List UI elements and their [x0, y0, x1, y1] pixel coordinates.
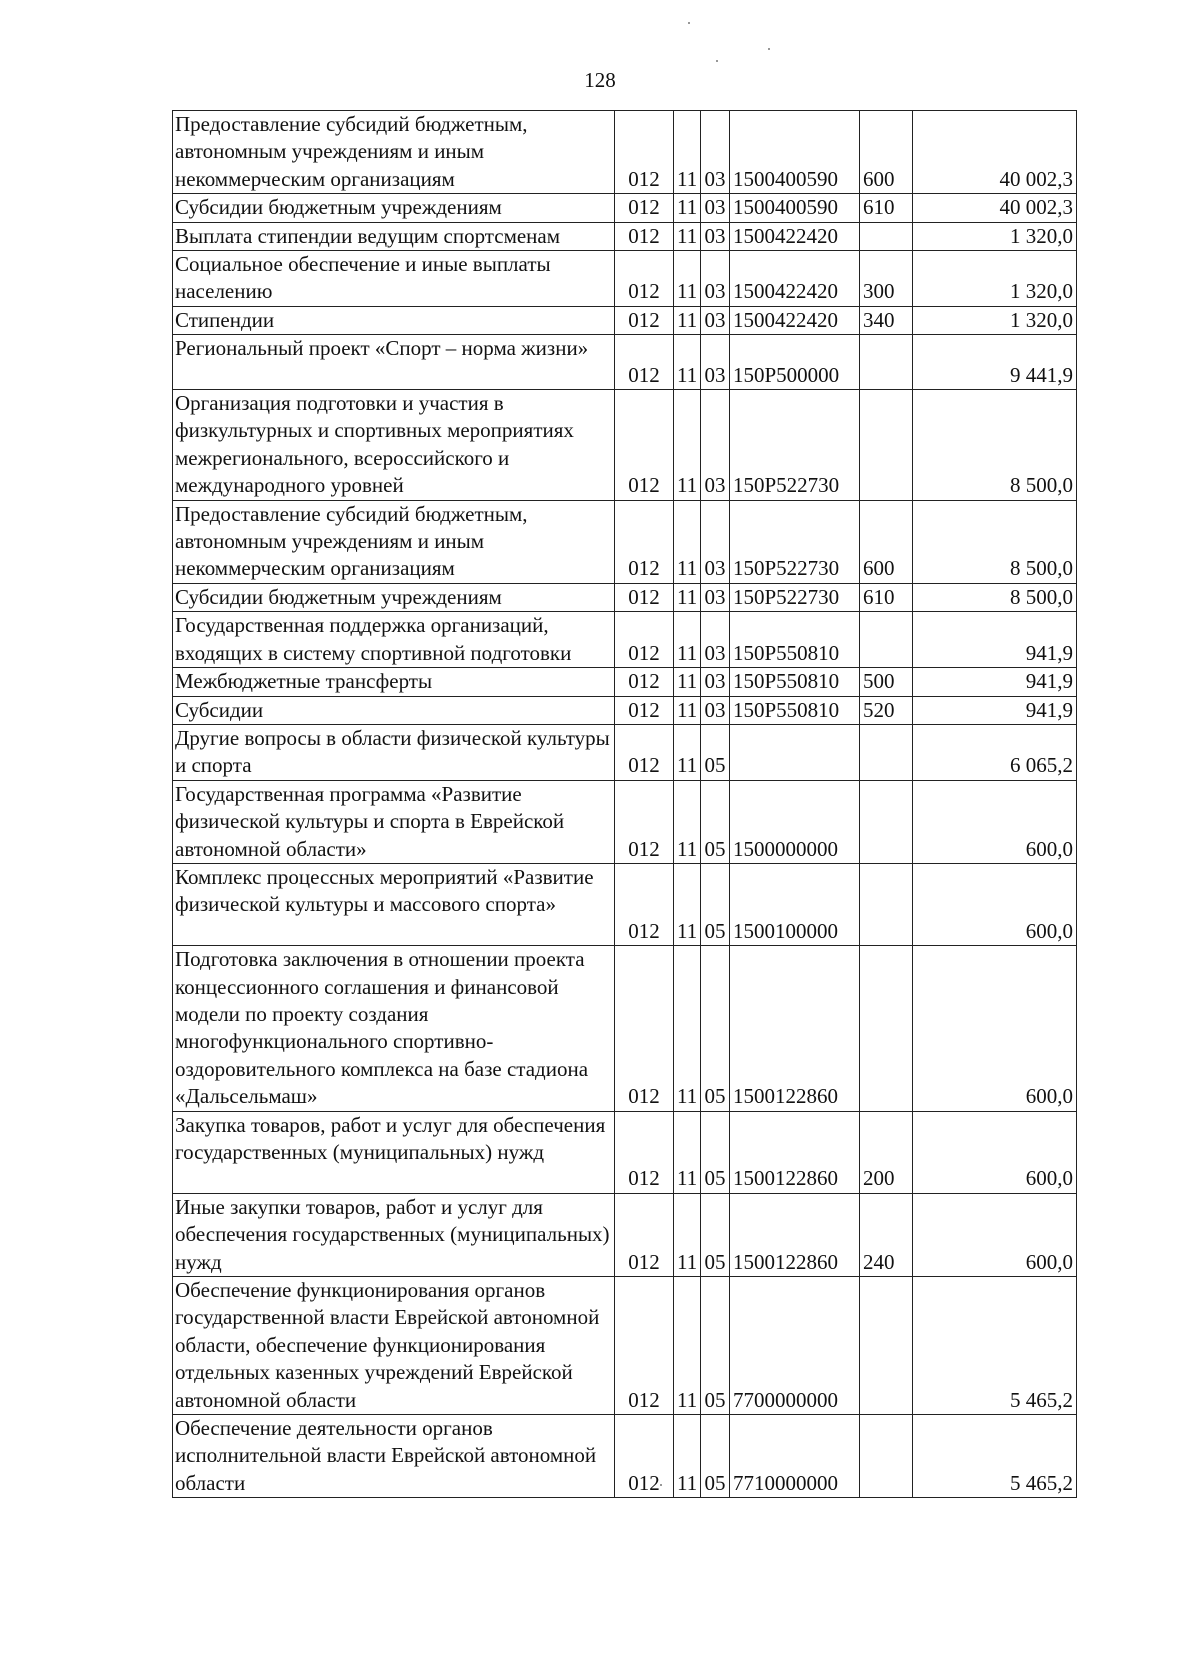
row-amount: 1 320,0 [913, 222, 1077, 250]
row-subsection-code: 05 [701, 1415, 730, 1498]
row-subsection-code: 03 [701, 390, 730, 501]
row-ved-code: 012 [615, 1193, 674, 1276]
row-section-code: 11 [674, 583, 701, 611]
scan-speck [688, 22, 690, 24]
row-section-code: 11 [674, 500, 701, 583]
row-ved-code: 012 [615, 335, 674, 390]
table-row [173, 583, 1077, 611]
row-name: Закупка товаров, работ и услуг для обеспечения государственных (муниципальных) нужд [173, 1111, 615, 1193]
row-target-article: 150P522730 [730, 583, 860, 611]
row-amount: 40 002,3 [913, 194, 1077, 222]
row-target-article: 1500122860 [730, 1111, 860, 1193]
row-section-code: 11 [674, 194, 701, 222]
table-row [173, 500, 1077, 583]
row-target-article: 150P522730 [730, 500, 860, 583]
table-row [173, 251, 1077, 307]
row-name: Обеспечение деятельности органов исполнительной власти Еврейской автономной области [173, 1415, 615, 1498]
row-subsection-code: 03 [701, 612, 730, 668]
table-row [173, 946, 1077, 1111]
table-row [173, 390, 1077, 501]
row-section-code: 11 [674, 222, 701, 250]
row-amount: 941,9 [913, 696, 1077, 724]
row-amount: 8 500,0 [913, 390, 1077, 501]
row-target-article: 1500422420 [730, 251, 860, 307]
row-section-code: 11 [674, 335, 701, 390]
row-section-code: 11 [674, 306, 701, 334]
row-name: Субсидии [173, 696, 615, 724]
row-subsection-code: 05 [701, 724, 730, 780]
row-name: Социальное обеспечение и иные выплаты населению [173, 251, 615, 307]
row-name: Региональный проект «Спорт – норма жизни» [173, 335, 615, 390]
row-amount: 600,0 [913, 863, 1077, 945]
row-name: Иные закупки товаров, работ и услуг для обеспечения государственных (муниципальных) нужд [173, 1193, 615, 1276]
row-target-article: 7710000000 [730, 1415, 860, 1498]
scan-speck [660, 1484, 662, 1486]
row-name: Другие вопросы в области физической культуры и спорта [173, 724, 615, 780]
row-section-code: 11 [674, 1111, 701, 1193]
row-amount: 941,9 [913, 612, 1077, 668]
row-subsection-code: 05 [701, 1276, 730, 1414]
row-expense-type: 300 [860, 251, 913, 307]
row-section-code: 11 [674, 251, 701, 307]
row-expense-type: 610 [860, 194, 913, 222]
row-ved-code: 012 [615, 612, 674, 668]
row-section-code: 11 [674, 111, 701, 194]
row-subsection-code: 03 [701, 111, 730, 194]
row-amount: 600,0 [913, 1193, 1077, 1276]
row-ved-code: 012 [615, 946, 674, 1111]
row-expense-type [860, 1415, 913, 1498]
row-subsection-code: 05 [701, 780, 730, 863]
row-name: Подготовка заключения в отношении проекта концессионного соглашения и финансовой модели по проекту создания многофункционального спортивно-оздоровительного комплекса на базе стадиона «Дальсельмаш» [173, 946, 615, 1111]
row-subsection-code: 03 [701, 194, 730, 222]
row-ved-code: 012 [615, 500, 674, 583]
row-expense-type [860, 863, 913, 945]
row-ved-code: 012 [615, 780, 674, 863]
row-expense-type: 600 [860, 111, 913, 194]
row-target-article [730, 724, 860, 780]
row-section-code: 11 [674, 724, 701, 780]
row-ved-code: 012 [615, 863, 674, 945]
row-subsection-code: 03 [701, 696, 730, 724]
row-target-article: 7700000000 [730, 1276, 860, 1414]
row-name: Комплекс процессных мероприятий «Развитие физической культуры и массового спорта» [173, 863, 615, 945]
row-expense-type [860, 724, 913, 780]
row-amount: 1 320,0 [913, 306, 1077, 334]
row-ved-code: 012 [615, 194, 674, 222]
scan-speck [716, 60, 718, 62]
row-subsection-code: 03 [701, 335, 730, 390]
row-target-article: 150P550810 [730, 668, 860, 696]
row-subsection-code: 05 [701, 1111, 730, 1193]
row-subsection-code: 03 [701, 500, 730, 583]
row-section-code: 11 [674, 1415, 701, 1498]
row-subsection-code: 05 [701, 1193, 730, 1276]
row-name: Организация подготовки и участия в физкультурных и спортивных мероприятиях межрегионального, всероссийского и международного уровней [173, 390, 615, 501]
row-amount: 8 500,0 [913, 583, 1077, 611]
row-name: Государственная программа «Развитие физической культуры и спорта в Еврейской автономной области» [173, 780, 615, 863]
row-target-article: 1500122860 [730, 1193, 860, 1276]
table-row [173, 194, 1077, 222]
table-row [173, 1415, 1077, 1498]
row-amount: 5 465,2 [913, 1276, 1077, 1414]
row-target-article: 1500422420 [730, 306, 860, 334]
row-amount: 600,0 [913, 780, 1077, 863]
row-expense-type: 340 [860, 306, 913, 334]
table-row [173, 222, 1077, 250]
row-subsection-code: 03 [701, 222, 730, 250]
row-name: Государственная поддержка организаций, входящих в систему спортивной подготовки [173, 612, 615, 668]
row-subsection-code: 05 [701, 946, 730, 1111]
row-target-article: 1500100000 [730, 863, 860, 945]
row-expense-type [860, 1276, 913, 1414]
row-ved-code: 012 [615, 111, 674, 194]
row-amount: 600,0 [913, 1111, 1077, 1193]
row-target-article: 150P550810 [730, 612, 860, 668]
row-expense-type [860, 612, 913, 668]
row-ved-code: 012 [615, 1415, 674, 1498]
row-expense-type [860, 390, 913, 501]
row-expense-type [860, 780, 913, 863]
row-expense-type: 600 [860, 500, 913, 583]
table-row [173, 111, 1077, 194]
budget-table-body [173, 111, 1077, 1498]
row-name: Предоставление субсидий бюджетным, автономным учреждениям и иным некоммерческим организациям [173, 111, 615, 194]
row-amount: 40 002,3 [913, 111, 1077, 194]
row-section-code: 11 [674, 1193, 701, 1276]
budget-table [172, 110, 1077, 1498]
table-row [173, 612, 1077, 668]
row-target-article: 1500122860 [730, 946, 860, 1111]
row-subsection-code: 03 [701, 583, 730, 611]
row-ved-code: 012 [615, 668, 674, 696]
row-subsection-code: 03 [701, 306, 730, 334]
row-ved-code: 012 [615, 306, 674, 334]
table-row [173, 724, 1077, 780]
row-target-article: 1500000000 [730, 780, 860, 863]
row-target-article: 1500400590 [730, 111, 860, 194]
row-name: Обеспечение функционирования органов государственной власти Еврейской автономной области, обеспечение функционирования отдельных казенных учреждений Еврейской автономной области [173, 1276, 615, 1414]
row-amount: 600,0 [913, 946, 1077, 1111]
row-name: Межбюджетные трансферты [173, 668, 615, 696]
row-ved-code: 012 [615, 696, 674, 724]
page-number: 128 [584, 68, 616, 92]
row-expense-type: 520 [860, 696, 913, 724]
row-ved-code: 012 [615, 1111, 674, 1193]
row-section-code: 11 [674, 863, 701, 945]
row-name: Стипендии [173, 306, 615, 334]
row-subsection-code: 03 [701, 668, 730, 696]
table-row [173, 1276, 1077, 1414]
row-ved-code: 012 [615, 251, 674, 307]
row-ved-code: 012 [615, 724, 674, 780]
row-expense-type: 610 [860, 583, 913, 611]
table-row [173, 1193, 1077, 1276]
row-ved-code: 012 [615, 222, 674, 250]
row-target-article: 1500422420 [730, 222, 860, 250]
row-target-article: 1500400590 [730, 194, 860, 222]
row-section-code: 11 [674, 390, 701, 501]
table-row [173, 306, 1077, 334]
row-amount: 6 065,2 [913, 724, 1077, 780]
row-target-article: 150P522730 [730, 390, 860, 501]
row-section-code: 11 [674, 1276, 701, 1414]
table-row [173, 696, 1077, 724]
row-name: Субсидии бюджетным учреждениям [173, 194, 615, 222]
row-name: Субсидии бюджетным учреждениям [173, 583, 615, 611]
table-row [173, 1111, 1077, 1193]
row-target-article: 150P550810 [730, 696, 860, 724]
row-ved-code: 012 [615, 583, 674, 611]
row-amount: 941,9 [913, 668, 1077, 696]
row-section-code: 11 [674, 696, 701, 724]
row-name: Предоставление субсидий бюджетным, автономным учреждениям и иным некоммерческим организациям [173, 500, 615, 583]
scan-speck [768, 48, 770, 50]
row-expense-type: 240 [860, 1193, 913, 1276]
row-subsection-code: 03 [701, 251, 730, 307]
table-row [173, 780, 1077, 863]
row-section-code: 11 [674, 612, 701, 668]
row-expense-type: 500 [860, 668, 913, 696]
row-amount: 9 441,9 [913, 335, 1077, 390]
table-row [173, 668, 1077, 696]
row-expense-type [860, 222, 913, 250]
row-amount: 5 465,2 [913, 1415, 1077, 1498]
row-expense-type [860, 946, 913, 1111]
row-target-article: 150P500000 [730, 335, 860, 390]
row-section-code: 11 [674, 668, 701, 696]
row-ved-code: 012 [615, 390, 674, 501]
row-name: Выплата стипендии ведущим спортсменам [173, 222, 615, 250]
table-row [173, 863, 1077, 945]
row-amount: 8 500,0 [913, 500, 1077, 583]
row-expense-type [860, 335, 913, 390]
table-row [173, 335, 1077, 390]
row-amount: 1 320,0 [913, 251, 1077, 307]
row-expense-type: 200 [860, 1111, 913, 1193]
row-section-code: 11 [674, 946, 701, 1111]
row-section-code: 11 [674, 780, 701, 863]
row-subsection-code: 05 [701, 863, 730, 945]
row-ved-code: 012 [615, 1276, 674, 1414]
